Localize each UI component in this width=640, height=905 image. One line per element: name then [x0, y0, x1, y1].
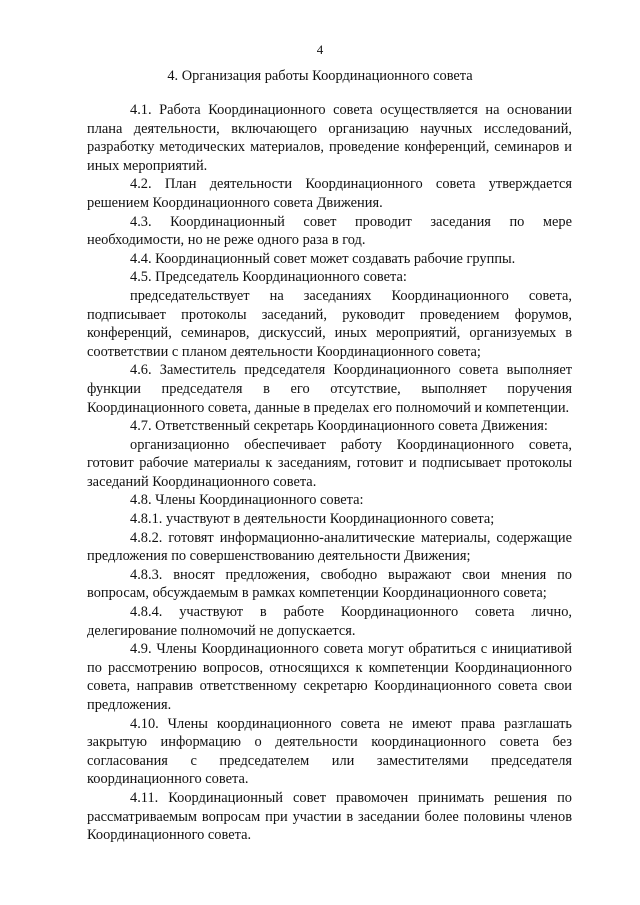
paragraph-4-8: 4.8. Члены Координационного совета:	[130, 492, 364, 509]
paragraph-4-11: 4.11. Координационный совет правомочен принимать решения по рассматриваемым вопросам при участии в заседании более половины членов Координационного совета.	[87, 789, 572, 844]
paragraph-4-2: 4.2. План деятельности Координационного совета утверждается решением Координационного совета Движения.	[87, 176, 572, 211]
paragraph-4-5-duties: председательствует на заседаниях Координационного совета, подписывает протоколы заседаний, руководит проведением форумов, конференций, семинаров, дискуссий, иных мероприятий, организуемых в соответствии с планом деятельности Координационного совета;	[87, 287, 572, 360]
paragraph-4-9: 4.9. Члены Координационного совета могут обратиться с инициативой по рассмотрению вопросов, относящихся к компетенции Координационного совета, направив ответственному секретарю Координационного совета свои предложения.	[87, 641, 572, 713]
document-body	[87, 101, 572, 845]
paragraph-4-6: 4.6. Заместитель председателя Координационного совета выполняет функции председателя в его отсутствие, выполняет поручения Координационного совета, данные в пределах его полномочий и компетенции.	[87, 362, 572, 416]
paragraph-4-3: 4.3. Координационный совет проводит заседания по мере необходимости, но не реже одного раза в год.	[87, 213, 572, 249]
paragraph-4-5: 4.5. Председатель Координационного совета:	[130, 269, 407, 286]
paragraph-4-4: 4.4. Координационный совет может создавать рабочие группы.	[130, 250, 516, 267]
paragraph-4-8-4: 4.8.4. участвуют в работе Координационного совета лично, делегирование полномочий не допускается.	[87, 604, 572, 639]
section-title: 4. Организация работы Координационного совета	[167, 68, 473, 84]
paragraph-4-7: 4.7. Ответственный секретарь Координационного совета Движения:	[130, 418, 548, 435]
paragraph-4-8-2: 4.8.2. готовят информационно-аналитические материалы, содержащие предложения по совершенствованию деятельности Движения;	[87, 529, 572, 565]
paragraph-4-8-3: 4.8.3. вносят предложения, свободно выражают свои мнения по вопросам, обсуждаемым в рамках компетенции Координационного совета;	[87, 566, 572, 602]
page-number: 4	[316, 42, 324, 57]
paragraph-4-1: 4.1. Работа Координационного совета осуществляется на основании плана деятельности, включающего организацию научных исследований, разработку методических материалов, проведение конференций, семинаров и иных мероприятий.	[87, 102, 572, 174]
paragraph-4-7-duties: организационно обеспечивает работу Координационного совета, готовит рабочие материалы к заседаниям, готовит и подписывает протоколы заседаний Координационного совета.	[87, 436, 572, 490]
paragraph-4-8-1: 4.8.1. участвуют в деятельности Координационного совета;	[130, 511, 495, 528]
paragraph-4-10: 4.10. Члены координационного совета не имеют права разглашать закрытую информацию о деятельности координационного совета без согласования с председателем или заместителями председателя координационного совета.	[87, 715, 572, 788]
